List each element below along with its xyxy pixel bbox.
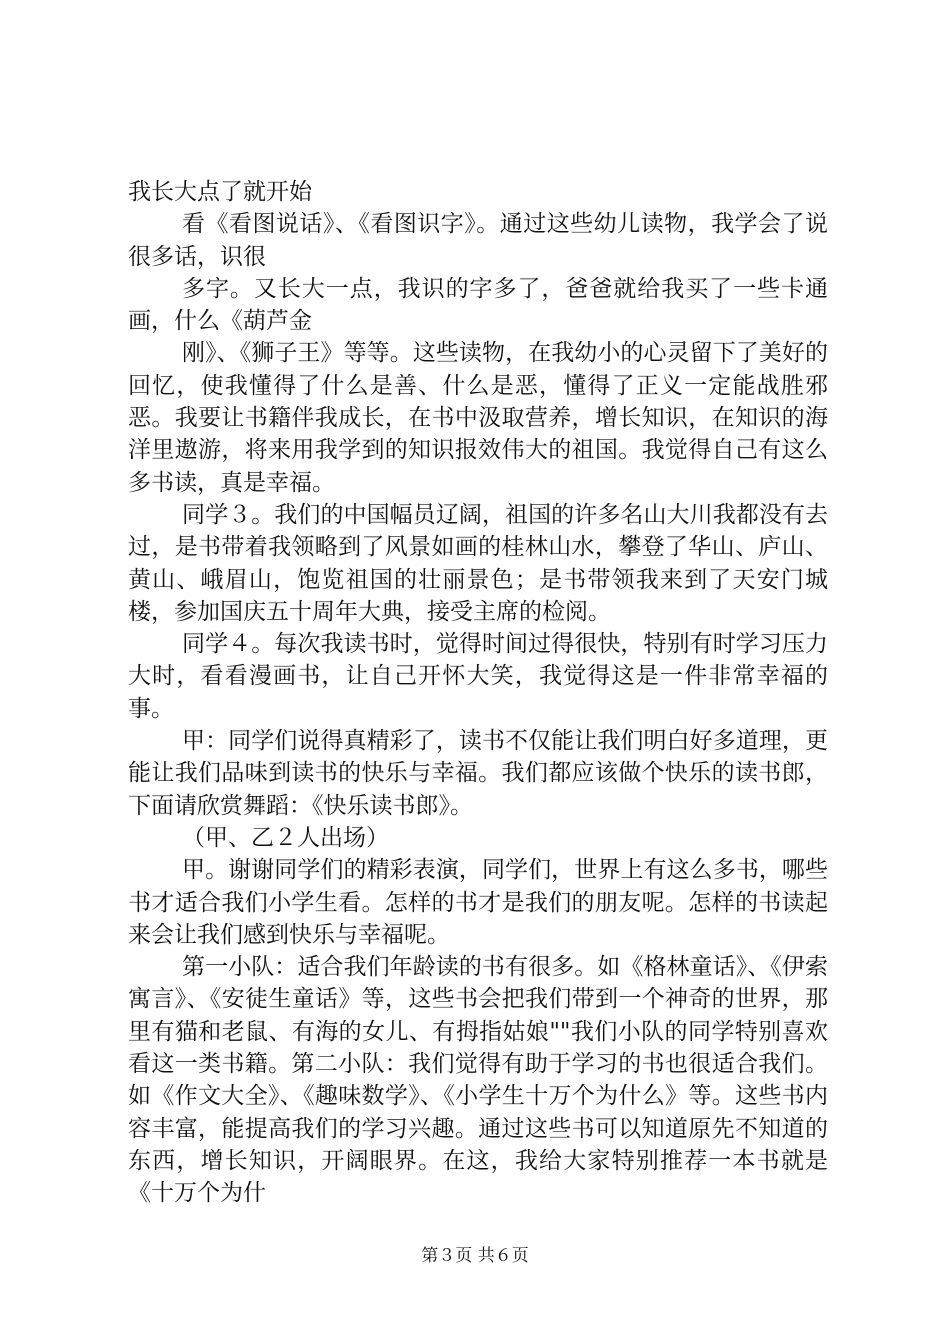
paragraph-3: 多字。又长大一点，我识的字多了，爸爸就给我买了一些卡通画，什么《葫芦金	[128, 275, 828, 335]
paragraph-7: 甲：同学们说得真精彩了，读书不仅能让我们明白好多道理，更能让我们品味到读书的快乐与幸福。我们都应该做个快乐的读书郎，下面请欣赏舞蹈：《快乐读书郎》。	[128, 728, 828, 819]
paragraph-9: 甲。谢谢同学们的精彩表演，同学们，世界上有这么多书，哪些书才适合我们小学生看。怎样的书才是我们的朋友呢。怎样的书读起来会让我们感到快乐与幸福呢。	[128, 857, 828, 948]
page-footer: 第３页 共６页	[421, 1246, 529, 1266]
paragraph-6: 同学４。每次我读书时，觉得时间过得很快，特别有时学习压力大时，看看漫画书，让自己开怀大笑，我觉得这是一件非常幸福的事。	[128, 631, 828, 722]
paragraph-10: 第一小队：适合我们年龄读的书有很多。如《格林童话》、《伊索寓言》、《安徒生童话》等，这些书会把我们带到一个神奇的世界，那里有猫和老鼠、有海的女儿、有拇指姑娘""我们小队的同学特别喜欢看这一类书籍。第二小队：我们觉得有助于学习的书也很适合我们。如《作文大全》、《趣味数学》、《小学生十万个为什么》等。这些书内容丰富，能提高我们的学习兴趣。通过这些书可以知道原先不知道的东西，增长知识，开阔眼界。在这，我给大家特别推荐一本书就是《十万个为什	[128, 954, 828, 1207]
paragraph-2: 看《看图说话》、《看图识字》。通过这些幼儿读物，我学会了说很多话，识很	[128, 211, 828, 270]
paragraph-5: 同学３。我们的中国幅员辽阔，祖国的许多名山大川我都没有去过，是书带着我领略到了风景如画的桂林山水，攀登了华山、庐山、黄山、峨眉山，饱览祖国的壮丽景色；是书带领我来到了天安门城楼，参加国庆五十周年大典，接受主席的检阅。	[128, 501, 828, 625]
paragraph-1: 我长大点了就开始	[128, 179, 312, 205]
document-body	[128, 176, 828, 1210]
paragraph-4: 刚》、《狮子王》等等。这些读物，在我幼小的心灵留下了美好的回忆，使我懂得了什么是善、什么是恶，懂得了正义一定能战胜邪恶。我要让书籍伴我成长，在书中汲取营养，增长知识，在知识的海洋里遨游，将来用我学到的知识报效伟大的祖国。我觉得自己有这么多书读，真是幸福。	[128, 340, 828, 496]
paragraph-8: （甲、乙２人出场）	[182, 824, 389, 851]
